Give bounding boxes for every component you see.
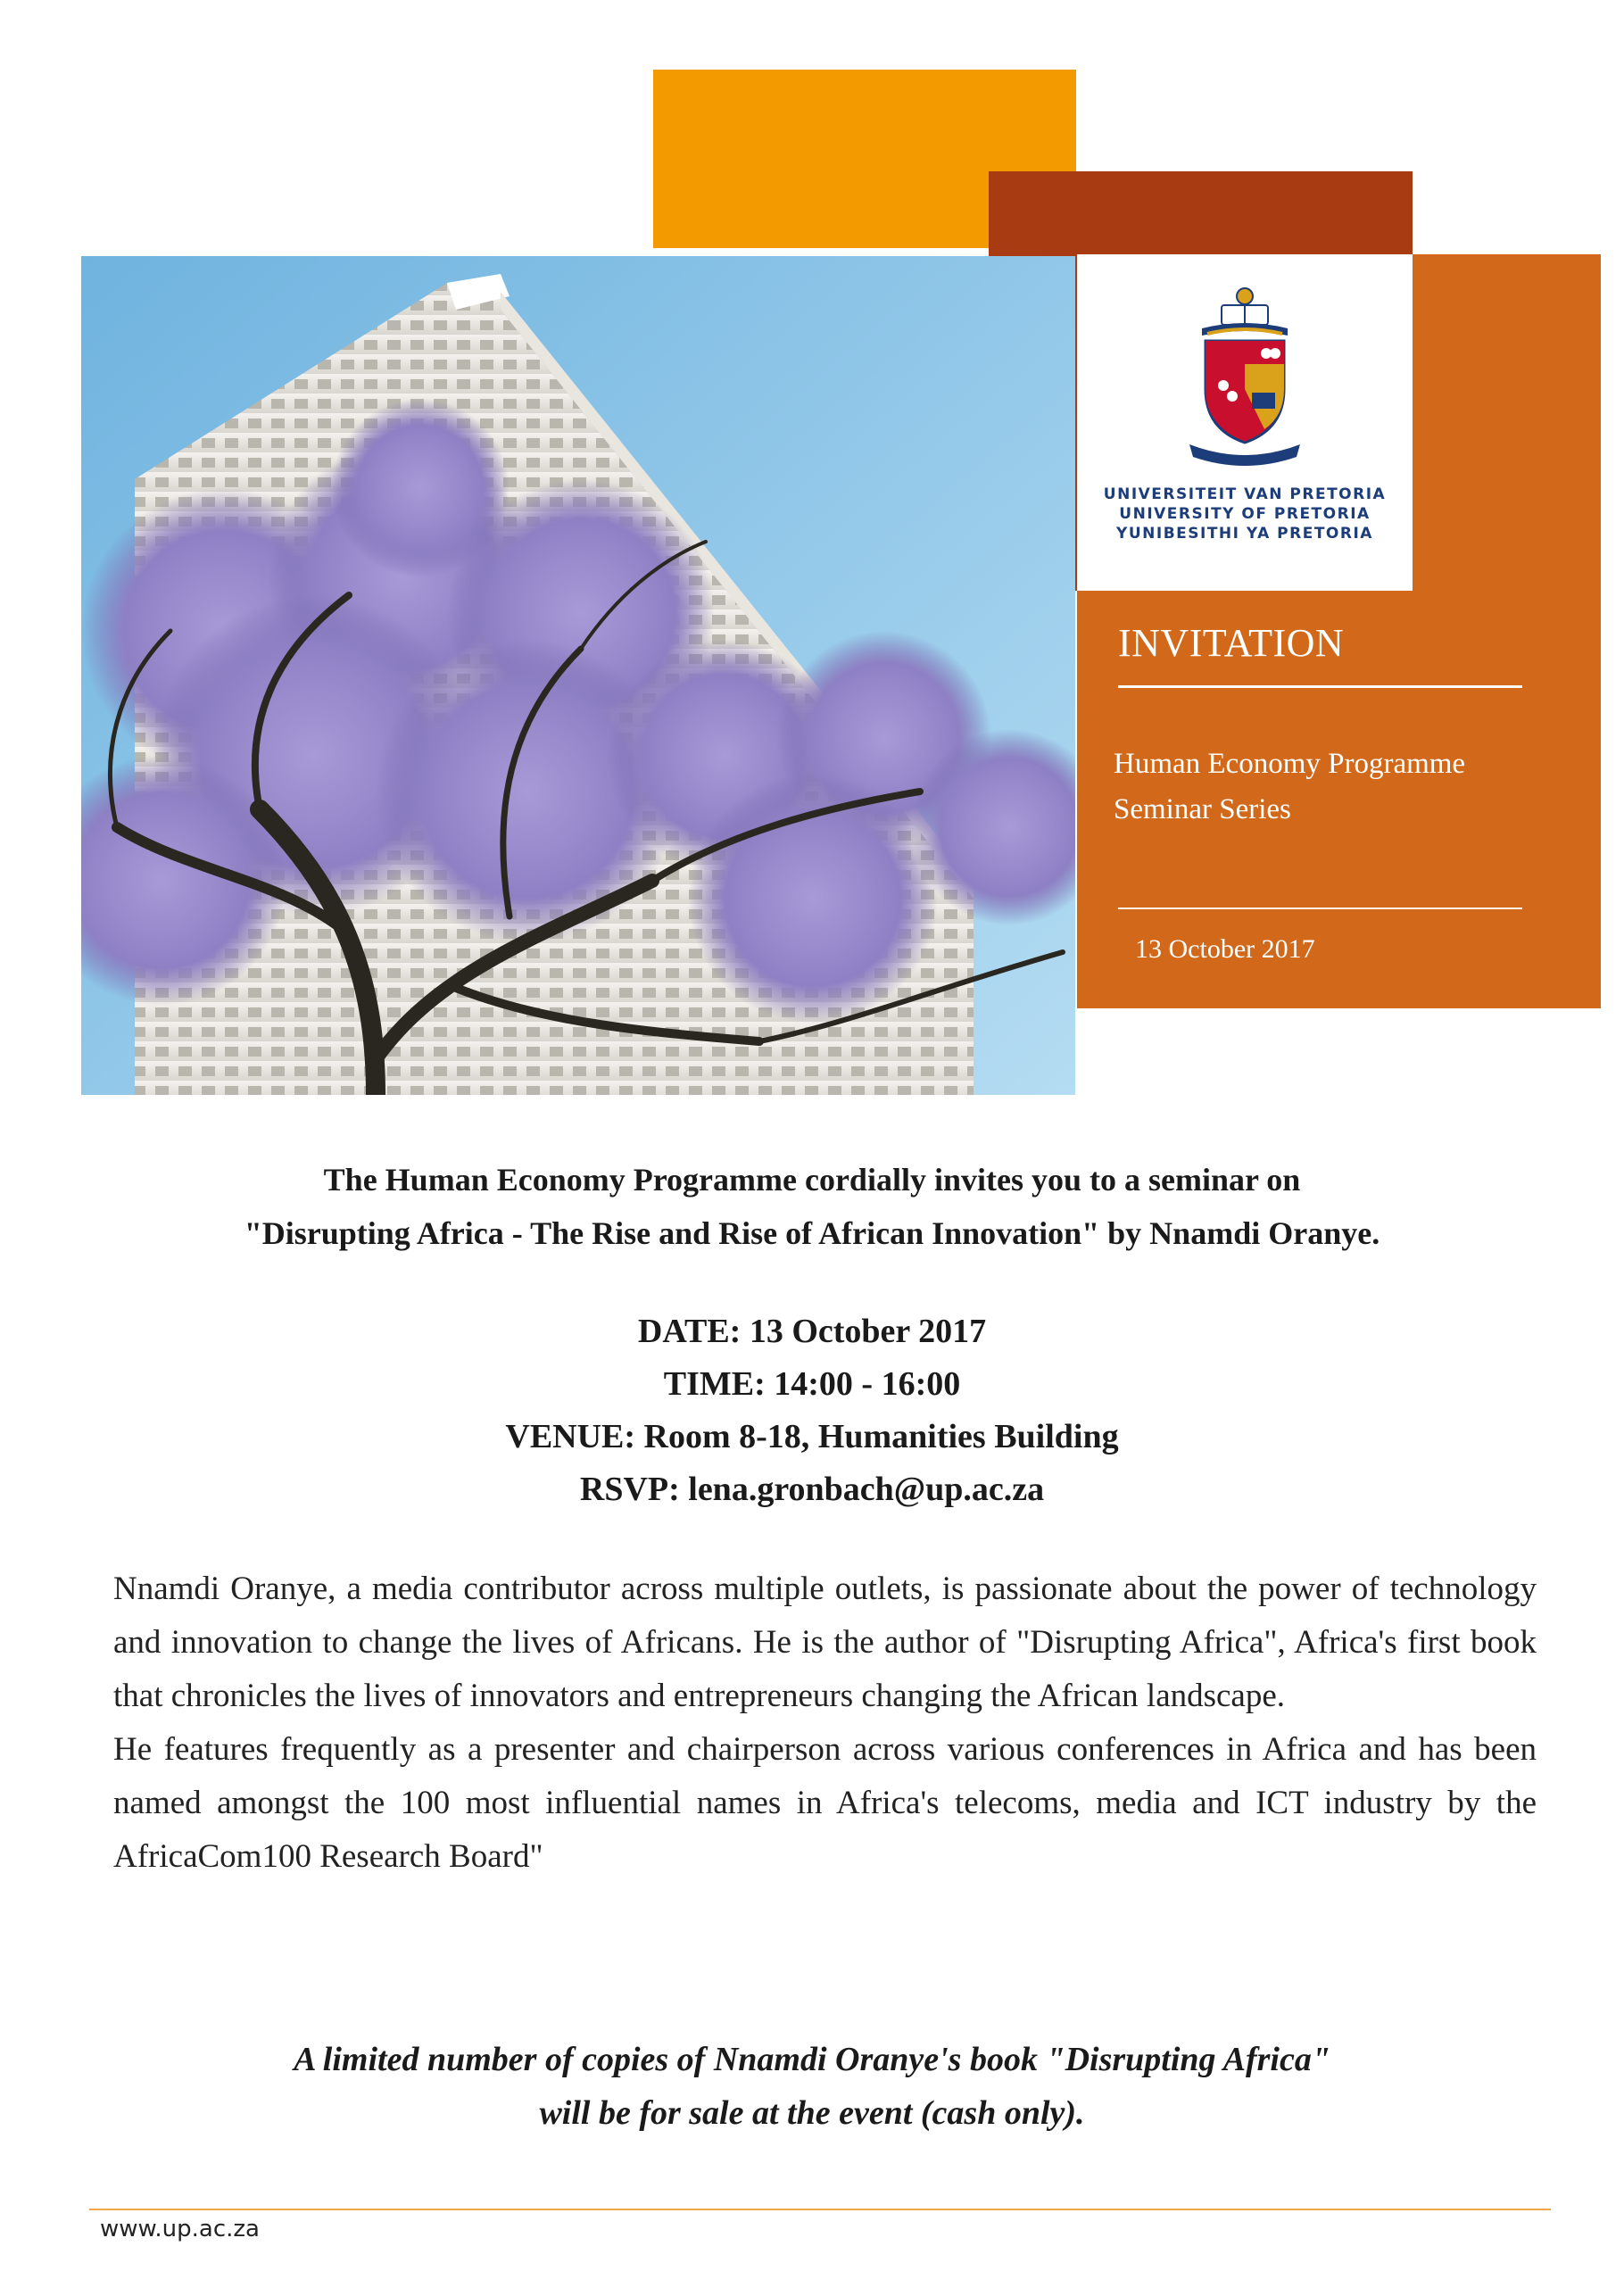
event-date: DATE: 13 October 2017 <box>637 1313 987 1350</box>
university-names <box>1077 485 1413 543</box>
event-venue: VENUE: Room 8-18, Humanities Building <box>505 1418 1119 1455</box>
event-time: TIME: 14:00 - 16:00 <box>663 1365 961 1403</box>
note-line-2: will be for sale at the event (cash only). <box>539 2094 1085 2132</box>
university-name-afrikaans: UNIVERSITEIT VAN PRETORIA <box>1103 485 1387 503</box>
panel-date: 13 October 2017 <box>1135 934 1315 964</box>
event-details <box>0 1305 1624 1516</box>
invitation-heading: INVITATION <box>1118 621 1345 665</box>
series-title-line-2: Seminar Series <box>1114 793 1291 825</box>
footer-divider <box>89 2209 1551 2210</box>
book-sale-note <box>0 2033 1624 2140</box>
university-crest-logo <box>1182 282 1307 469</box>
panel-divider-top <box>1118 685 1522 688</box>
intro-line-2: "Disrupting Africa - The Rise and Rise of African Innovation" by Nnamdi Oranye. <box>244 1215 1380 1251</box>
speaker-bio <box>113 1562 1537 1884</box>
invitation-intro <box>0 1153 1624 1260</box>
bio-paragraph-1: Nnamdi Oranye, a media contributor across multiple outlets, is passionate about the power of technology and innovation to change the lives of Africans. He is the author of "Disrupting Africa", Africa's first book that chronicles the lives of innovators and entrepreneurs changing the African landscape. <box>113 1571 1537 1714</box>
building-jacaranda-photo <box>81 256 1075 1095</box>
university-name-english: UNIVERSITY OF PRETORIA <box>1119 505 1371 523</box>
photo-illustration <box>81 256 1075 1095</box>
note-line-1: A limited number of copies of Nnamdi Oranye's book "Disrupting Africa" <box>294 2041 1330 2078</box>
bio-paragraph-2: He features frequently as a presenter and chairperson across various conferences in Africa and has been named amongst the 100 most influential names in Africa's telecoms, media and ICT industry by the AfricaCom100 Research Board" <box>113 1731 1537 1875</box>
event-rsvp: RSVP: lena.gronbach@up.ac.za <box>579 1471 1045 1508</box>
panel-divider-bottom <box>1118 908 1522 909</box>
footer-website-link[interactable]: www.up.ac.za <box>100 2216 260 2242</box>
university-name-sepedi: YUNIBESITHI YA PRETORIA <box>1116 525 1373 543</box>
intro-line-1: The Human Economy Programme cordially invites you to a seminar on <box>323 1162 1301 1198</box>
series-title-line-1: Human Economy Programme <box>1114 748 1466 780</box>
